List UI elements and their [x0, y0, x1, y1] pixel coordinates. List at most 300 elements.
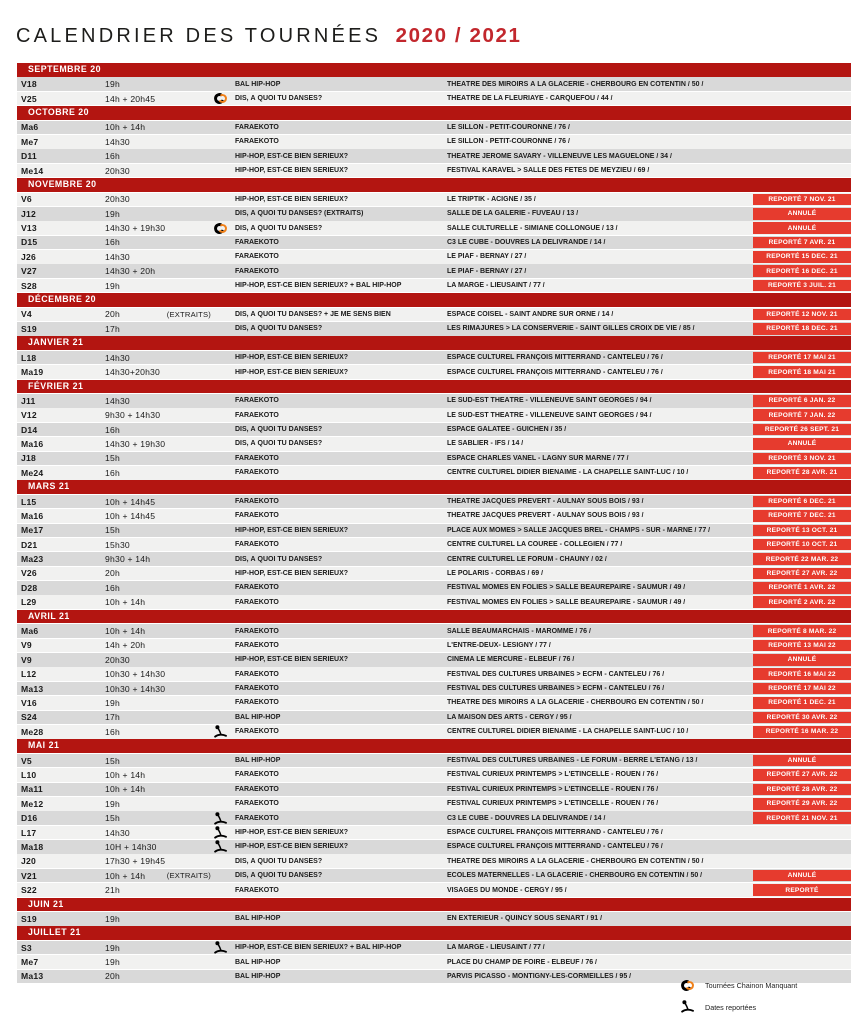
event-day: Ma19	[21, 367, 44, 377]
event-time-text: 14h30	[105, 251, 130, 262]
event-title: FARAËKOTO	[235, 253, 279, 261]
event-day: Ma11	[21, 784, 43, 795]
event-day: Me7	[21, 957, 39, 968]
badge-slot	[753, 553, 851, 565]
month-label: MAI 21	[28, 740, 60, 751]
event-row	[17, 768, 851, 782]
page-header	[16, 24, 522, 48]
event-time-text: 14h30 + 19h30	[105, 223, 166, 234]
event-title: FARAËKOTO	[235, 498, 279, 506]
event-title: FARAËKOTO	[235, 512, 279, 520]
event-row	[17, 783, 851, 797]
event-time	[105, 439, 214, 449]
month-header	[17, 898, 851, 912]
event-time-text: 21h	[105, 885, 120, 896]
event-title: HIP-HOP, EST-CE BIEN SÉRIEUX?	[235, 526, 349, 534]
event-time-text: 14h + 20h	[105, 640, 146, 651]
event-title: HIP-HOP, EST-CE BIEN SÉRIEUX? + BAL HIP-HOP	[235, 282, 402, 290]
event-day: V16	[21, 697, 37, 708]
event-venue: CENTRE CULTUREL LE FORUM - CHAUNY / 02 /	[447, 555, 607, 563]
badge-slot	[753, 208, 851, 220]
event-time-text: 10h + 14h	[105, 122, 146, 133]
status-badge: REPORTÉ 28 AVR. 21	[753, 467, 851, 479]
event-time-text: 10H + 14h30	[105, 841, 157, 852]
event-venue: L'ENTRE-DEUX- LESIGNY / 77 /	[447, 641, 551, 649]
event-title: FARAËKOTO	[235, 886, 279, 894]
event-venue: CENTRE CULTUREL DIDIER BIENAIMÉ - LA CHAPELLE SAINT-LUC / 10 /	[447, 469, 689, 477]
event-title: BAL HIP-HOP	[235, 80, 281, 88]
event-venue: PARVIS PICASSO - MONTIGNY-LES-CORMEILLES / 95 /	[447, 972, 632, 980]
badge-slot	[753, 309, 851, 321]
event-venue: LE SILLON - PETIT-COURONNE / 76 /	[447, 138, 570, 146]
event-time	[105, 511, 214, 521]
event-time-text: 19h	[105, 280, 120, 291]
month-header	[17, 380, 851, 394]
status-badge: REPORTÉ 1 AVR. 22	[753, 582, 851, 594]
reported-date-icon	[214, 840, 227, 853]
event-time-text: 14h30	[105, 352, 130, 363]
event-row	[17, 711, 851, 725]
event-title: BAL HIP-HOP	[235, 972, 281, 980]
event-day: S19	[21, 323, 37, 334]
status-badge: REPORTÉ 3 NOV. 21	[753, 453, 851, 465]
event-row	[17, 394, 851, 408]
event-day: L29	[21, 597, 37, 608]
event-time	[105, 425, 214, 435]
badge-slot	[753, 467, 851, 479]
event-title: BAL HIP-HOP	[235, 915, 281, 923]
event-title: DIS, À QUOI TU DANSES?	[235, 95, 323, 103]
badge-slot	[753, 812, 851, 824]
month-label: DÉCEMBRE 20	[28, 294, 97, 305]
event-venue: SALLE DE LA GALERIE - FUVEAU / 13 /	[447, 210, 579, 218]
event-venue: SALLE BEAUMARCHAIS - MAROMME / 76 /	[447, 627, 591, 635]
reported-date-icon	[214, 826, 227, 839]
status-badge: ANNULÉ	[753, 654, 851, 666]
event-title: FARAËKOTO	[235, 598, 279, 606]
event-time	[105, 727, 214, 737]
event-title: FARAËKOTO	[235, 627, 279, 635]
event-time	[105, 554, 214, 564]
badge-slot	[753, 323, 851, 335]
event-venue: LE SILLON - PETIT-COURONNE / 76 /	[447, 123, 570, 131]
badge-slot	[753, 395, 851, 407]
event-venue: LE PIAF - BERNAY / 27 /	[447, 267, 527, 275]
event-row	[17, 581, 851, 595]
badge-slot	[753, 352, 851, 364]
event-icon-slot	[214, 812, 235, 825]
event-day: S28	[21, 280, 37, 291]
event-venue: FESTIVAL DES CULTURES URBAINES > ECFM - CANTELEU / 76 /	[447, 670, 665, 678]
event-row	[17, 322, 851, 336]
status-badge: REPORTÉ 3 JUIL. 21	[753, 280, 851, 292]
badge-slot	[753, 568, 851, 580]
badge-slot	[753, 222, 851, 234]
event-title: FARAËKOTO	[235, 267, 279, 275]
status-badge: REPORTÉ 30 AVR. 22	[753, 712, 851, 724]
event-time	[105, 885, 214, 895]
event-row	[17, 423, 851, 437]
event-time	[105, 626, 214, 636]
event-time	[105, 943, 214, 953]
event-day: Me24	[21, 467, 44, 478]
event-time-text: 19h	[105, 957, 120, 968]
event-venue: FESTIVAL CURIEUX PRINTEMPS > L'ETINCELLE - ROUEN / 76 /	[447, 800, 659, 808]
event-time-text: 15h	[105, 755, 120, 766]
event-time	[105, 410, 214, 420]
event-time-text: 17h30 + 19h45	[105, 856, 166, 867]
event-row	[17, 667, 851, 681]
event-time-text: 17h	[105, 323, 120, 334]
badge-slot	[753, 237, 851, 249]
month-label: FÉVRIER 21	[28, 380, 84, 391]
event-title: FARAËKOTO	[235, 670, 279, 678]
event-time	[105, 309, 214, 319]
legend-item-chainon	[681, 980, 797, 991]
status-badge: REPORTÉ 22 MAR. 22	[753, 553, 851, 565]
event-venue: FESTIVAL DES CULTURES URBAINES > ECFM - CANTELEU / 76 /	[447, 685, 665, 693]
event-time	[105, 813, 214, 823]
event-time-text: 10h + 14h	[105, 870, 146, 881]
event-day: V13	[21, 223, 37, 234]
event-title: DIS, À QUOI TU DANSES?	[235, 224, 323, 232]
event-venue: ESPACE CULTUREL FRANÇOIS MITTERRAND - CANTELEU / 76 /	[447, 354, 663, 362]
badge-slot	[753, 280, 851, 292]
event-time-text: 10h + 14h	[105, 784, 146, 795]
event-day: Me14	[21, 165, 44, 176]
event-venue: THÉÂTRE DES MIROIRS À LA GLACERIE - CHERBOURG EN COTENTIN / 50 /	[447, 857, 704, 865]
event-time-text: 15h	[105, 813, 120, 824]
event-time	[105, 842, 214, 852]
month-header	[17, 336, 851, 350]
calendar-table	[17, 63, 851, 984]
badge-slot	[753, 596, 851, 608]
event-title: FARAËKOTO	[235, 641, 279, 649]
badge-slot	[753, 510, 851, 522]
event-time-text: 10h + 14h45	[105, 496, 156, 507]
status-badge: REPORTÉ 18 DEC. 21	[753, 323, 851, 335]
event-venue: THÉÂTRE JACQUES PRÉVERT - AULNAY SOUS BOIS / 93 /	[447, 498, 644, 506]
status-badge: REPORTÉ 21 NOV. 21	[753, 812, 851, 824]
event-day: S22	[21, 885, 37, 896]
event-day: L17	[21, 827, 37, 838]
event-title: HIP-HOP, EST-CE BIEN SÉRIEUX?	[235, 167, 349, 175]
month-header	[17, 63, 851, 77]
event-day: L12	[21, 669, 37, 680]
badge-slot	[753, 870, 851, 882]
event-title: FARAËKOTO	[235, 685, 279, 693]
event-time	[105, 583, 214, 593]
event-title: BAL HIP-HOP	[235, 713, 281, 721]
event-time	[105, 281, 214, 291]
event-time	[105, 252, 214, 262]
event-time	[105, 756, 214, 766]
event-venue: VISAGES DU MONDE - CERGY / 95 /	[447, 886, 567, 894]
event-title: DIS, À QUOI TU DANSES? + JE ME SENS BIEN	[235, 310, 391, 318]
event-day: V5	[21, 755, 32, 766]
event-day: Ma16	[21, 510, 44, 521]
event-time-text: 16h	[105, 582, 120, 593]
event-time	[105, 871, 214, 881]
event-title: FARAËKOTO	[235, 411, 279, 419]
event-time-text: 10h + 14h45	[105, 510, 156, 521]
event-venue: FESTIVAL CURIEUX PRINTEMPS > L'ETINCELLE - ROUEN / 76 /	[447, 785, 659, 793]
event-row	[17, 538, 851, 552]
status-badge: REPORTÉ	[753, 884, 851, 896]
event-venue: PLACE AUX MÔMES > SALLE JACQUES BREL - CHAMPS - SUR - MARNE / 77 /	[447, 526, 711, 534]
status-badge: REPORTÉ 7 DEC. 21	[753, 510, 851, 522]
badge-slot	[753, 496, 851, 508]
badge-slot	[753, 784, 851, 796]
event-venue: C3 LE CUBE - DOUVRES LA DÉLIVRANDE / 14 /	[447, 238, 606, 246]
event-time-text: 10h30 + 14h30	[105, 683, 166, 694]
status-badge: REPORTÉ 7 JAN. 22	[753, 409, 851, 421]
page-title: CALENDRIER DES TOURNÉES	[16, 25, 382, 47]
event-venue: FESTIVAL MÔMES EN FOLIES > SALLE BEAUREPAIRE - SAUMUR / 49 /	[447, 598, 686, 606]
event-venue: THÉÂTRE DES MIROIRS À LA GLACERIE - CHERBOURG EN COTENTIN / 50 /	[447, 80, 704, 88]
event-row	[17, 883, 851, 897]
status-badge: REPORTÉ 13 OCT. 21	[753, 525, 851, 537]
event-row	[17, 408, 851, 422]
event-row	[17, 250, 851, 264]
event-title: HIP-HOP, EST-CE BIEN SÉRIEUX?	[235, 656, 349, 664]
month-label: SEPTEMBRE 20	[28, 64, 101, 74]
chainon-manquant-icon	[214, 93, 227, 104]
event-time-text: 10h30 + 14h30	[105, 669, 166, 680]
event-venue: ESPACE CHARLES VANEL - LAGNY SUR MARNE / 77 /	[447, 454, 629, 462]
status-badge: REPORTÉ 29 AVR. 22	[753, 798, 851, 810]
event-title: FARAËKOTO	[235, 454, 279, 462]
event-venue: THÉÂTRE DES MIROIRS À LA GLACERIE - CHERBOURG EN COTENTIN / 50 /	[447, 699, 704, 707]
event-venue: ESPACE GALATÉE - GUICHEN / 35 /	[447, 426, 567, 434]
event-icon-slot	[214, 941, 235, 954]
month-header	[17, 106, 851, 120]
event-row	[17, 466, 851, 480]
status-badge: REPORTÉ 6 JAN. 22	[753, 395, 851, 407]
event-time-note: (EXTRAITS)	[166, 309, 211, 319]
event-time-text: 16h	[105, 726, 120, 737]
event-time	[105, 122, 214, 132]
event-title: DIS, À QUOI TU DANSES?	[235, 440, 323, 448]
event-title: HIP-HOP, EST-CE BIEN SÉRIEUX?	[235, 829, 349, 836]
status-badge: ANNULÉ	[753, 755, 851, 767]
event-day: J12	[21, 208, 36, 219]
event-time	[105, 770, 214, 780]
event-venue: LE PIAF - BERNAY / 27 /	[447, 253, 527, 261]
month-label: MARS 21	[28, 481, 70, 492]
month-label: JUILLET 21	[28, 927, 81, 938]
event-row	[17, 725, 851, 739]
event-venue: FESTIVAL MÔMES EN FOLIES > SALLE BEAUREPAIRE - SAUMUR / 49 /	[447, 584, 686, 592]
month-header	[17, 293, 851, 307]
event-venue: LE SABLIER - IFS / 14 /	[447, 440, 524, 448]
event-title: DIS, À QUOI TU DANSES?	[235, 426, 323, 434]
event-row	[17, 682, 851, 696]
event-day: Ma18	[21, 841, 44, 852]
event-row	[17, 552, 851, 566]
status-badge: REPORTÉ 10 OCT. 21	[753, 539, 851, 551]
event-venue: ESPACE CULTUREL FRANÇOIS MITTERRAND - CANTELEU / 76 /	[447, 843, 663, 851]
event-row	[17, 567, 851, 581]
status-badge: REPORTÉ 27 AVR. 22	[753, 769, 851, 781]
event-day: Ma16	[21, 438, 44, 449]
event-venue: PLACE DU CHAMP DE FOIRE - ELBEUF / 76 /	[447, 958, 597, 966]
event-time	[105, 640, 214, 650]
event-title: DIS, À QUOI TU DANSES?	[235, 555, 323, 563]
event-time	[105, 669, 214, 679]
reported-date-icon	[214, 812, 227, 825]
event-row	[17, 207, 851, 221]
event-row	[17, 236, 851, 250]
event-time-text: 20h30	[105, 165, 130, 176]
event-row	[17, 279, 851, 293]
status-badge: ANNULÉ	[753, 438, 851, 450]
event-day: Ma23	[21, 554, 44, 565]
event-row	[17, 495, 851, 509]
event-day: V4	[21, 309, 32, 320]
event-day: V25	[21, 93, 37, 104]
badge-slot	[753, 525, 851, 537]
event-time-text: 15h30	[105, 539, 130, 550]
event-time-text: 14h30	[105, 827, 130, 838]
month-header	[17, 178, 851, 192]
event-time-text: 10h + 14h	[105, 597, 146, 608]
event-time	[105, 597, 214, 607]
event-row	[17, 754, 851, 768]
event-venue: ESPACE CULTUREL FRANÇOIS MITTERRAND - CANTELEU / 76 /	[447, 829, 663, 836]
event-venue: C3 LE CUBE - DOUVRES LA DÉLIVRANDE / 14 /	[447, 814, 606, 822]
legend-label: Dates reportées	[705, 1003, 757, 1012]
event-venue: CINÉMA LE MERCURE - ELBEUF / 76 /	[447, 656, 575, 664]
event-venue: THÉÂTRE JACQUES PRÉVERT - AULNAY SOUS BOIS / 93 /	[447, 512, 644, 520]
event-time	[105, 468, 214, 478]
event-title: HIP-HOP, EST-CE BIEN SÉRIEUX?	[235, 152, 349, 160]
event-row	[17, 264, 851, 278]
event-time-text: 14h30 + 20h	[105, 266, 156, 277]
event-venue: LE SUD-EST THÉÂTRE - VILLENEUVE SAINT GEORGES / 94 /	[447, 397, 652, 405]
event-title: FARAËKOTO	[235, 771, 279, 779]
event-title: FARAËKOTO	[235, 728, 279, 736]
event-time-text: 14h30	[105, 136, 130, 147]
event-time-text: 9h30 + 14h	[105, 554, 151, 565]
event-time	[105, 396, 214, 406]
event-title: FARAËKOTO	[235, 123, 279, 131]
event-day: D14	[21, 424, 38, 435]
event-title: HIP-HOP, EST-CE BIEN SÉRIEUX?	[235, 569, 349, 577]
event-time	[105, 79, 214, 89]
event-time-text: 14h30 + 19h30	[105, 438, 166, 449]
event-venue: FESTIVAL KARAVEL > SALLE DES FÊTES DE MEYZIEU / 69 /	[447, 167, 650, 175]
badge-slot	[753, 539, 851, 551]
badge-slot	[753, 625, 851, 637]
event-day: D28	[21, 582, 38, 593]
badge-slot	[753, 582, 851, 594]
event-venue: EN EXTÉRIEUR - QUINCY SOUS SENART / 91 /	[447, 915, 603, 923]
event-time	[105, 497, 214, 507]
event-row	[17, 308, 851, 322]
badge-slot	[753, 366, 851, 378]
event-time	[105, 367, 214, 377]
event-time	[105, 698, 214, 708]
event-day: Me12	[21, 798, 44, 809]
event-time	[105, 223, 214, 233]
event-time	[105, 324, 214, 334]
event-time-text: 10h + 14h	[105, 626, 146, 637]
event-title: FARAËKOTO	[235, 541, 279, 549]
legend	[681, 980, 797, 1015]
event-day: V21	[21, 870, 37, 881]
status-badge: REPORTÉ 13 MAI 22	[753, 640, 851, 652]
event-row	[17, 77, 851, 91]
event-venue: LE POLARIS - CORBAS / 69 /	[447, 569, 544, 577]
month-header	[17, 480, 851, 494]
event-title: HIP-HOP, EST-CE BIEN SÉRIEUX?	[235, 843, 349, 851]
status-badge: REPORTÉ 15 DEC. 21	[753, 251, 851, 263]
reported-date-icon	[214, 941, 227, 954]
status-badge: REPORTÉ 6 DEC. 21	[753, 496, 851, 508]
event-time	[105, 856, 214, 866]
legend-label: Tournées Chainon Manquant	[705, 981, 798, 990]
event-time-text: 16h	[105, 151, 120, 162]
status-badge: REPORTÉ 16 DEC. 21	[753, 265, 851, 277]
event-row	[17, 121, 851, 135]
event-row	[17, 869, 851, 883]
event-row	[17, 826, 851, 840]
event-venue: LA MAISON DES ARTS - CERGY / 95 /	[447, 713, 572, 721]
badge-slot	[753, 640, 851, 652]
badge-slot	[753, 798, 851, 810]
event-day: V26	[21, 568, 37, 579]
status-badge: REPORTÉ 1 DEC. 21	[753, 697, 851, 709]
event-day: L18	[21, 352, 37, 363]
event-row	[17, 437, 851, 451]
status-badge: REPORTÉ 7 AVR. 21	[753, 237, 851, 249]
event-title: FARAËKOTO	[235, 785, 279, 793]
event-time	[105, 137, 214, 147]
event-venue: ESPACE CULTUREL FRANÇOIS MITTERRAND - CANTELEU / 76 /	[447, 368, 663, 376]
event-time-text: 19h	[105, 697, 120, 708]
event-venue: CENTRE CULTUREL DIDIER BIENAIMÉ - LA CHAPELLE SAINT-LUC / 10 /	[447, 728, 689, 736]
badge-slot	[753, 438, 851, 450]
event-time	[105, 971, 214, 981]
event-row	[17, 452, 851, 466]
month-label: AVRIL 21	[28, 610, 70, 621]
month-header	[17, 610, 851, 624]
event-day: V6	[21, 194, 32, 205]
badge-slot	[753, 409, 851, 421]
event-icon-slot	[214, 840, 235, 853]
event-day: J18	[21, 453, 36, 464]
event-title: FARAËKOTO	[235, 814, 279, 822]
reported-date-icon	[214, 725, 227, 738]
event-title: DIS, À QUOI TU DANSES?	[235, 325, 323, 333]
badge-slot	[753, 668, 851, 680]
event-day: Ma13	[21, 683, 44, 694]
event-time	[105, 353, 214, 363]
event-icon-slot	[214, 223, 235, 234]
event-time	[105, 957, 214, 967]
event-time-text: 20h	[105, 971, 120, 982]
event-day: S3	[21, 942, 32, 953]
badge-slot	[753, 453, 851, 465]
badge-slot	[753, 697, 851, 709]
event-day: S24	[21, 712, 37, 723]
event-icon-slot	[214, 826, 235, 839]
event-time	[105, 712, 214, 722]
event-row	[17, 941, 851, 955]
event-row	[17, 797, 851, 811]
status-badge: REPORTÉ 17 MAI 21	[753, 352, 851, 364]
